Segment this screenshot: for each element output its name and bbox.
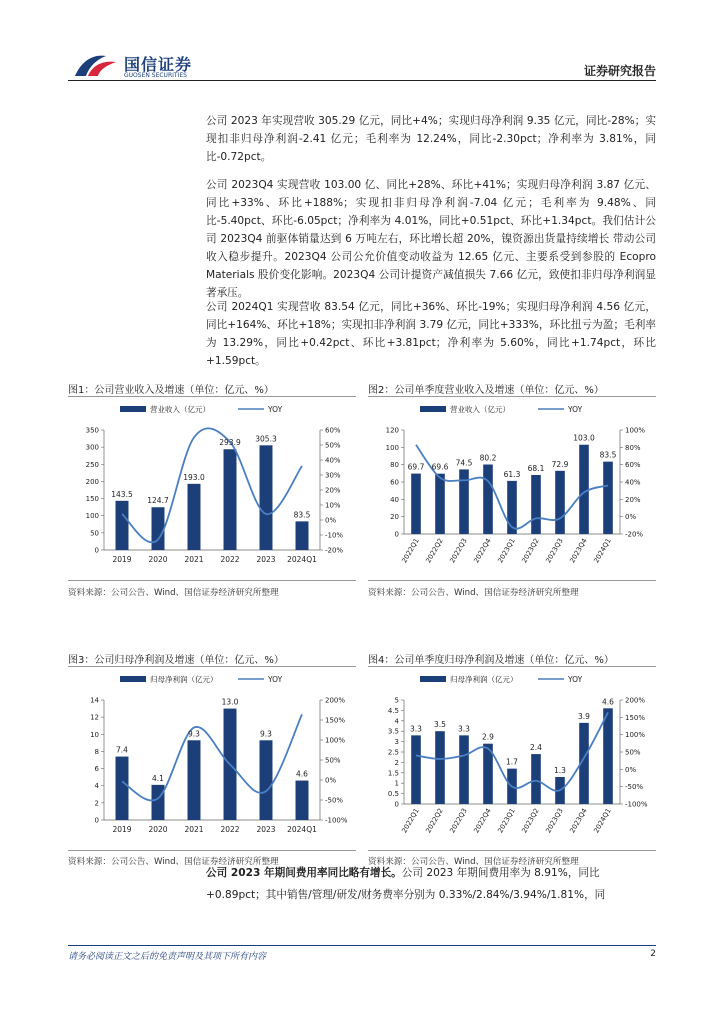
x-tick-label: 2022Q2 — [424, 807, 445, 835]
data-label: 2.4 — [530, 743, 542, 753]
yoy-line — [122, 714, 302, 800]
left-tick-label: 4.5 — [387, 706, 399, 715]
right-tick-label: 40% — [325, 456, 341, 465]
x-tick-label: 2024Q1 — [592, 537, 613, 565]
bar — [531, 754, 541, 804]
chart-annual-revenue — [68, 400, 356, 578]
figure-top-rule — [68, 666, 356, 667]
footer-divider — [68, 945, 656, 946]
legend-line-label: YOY — [268, 405, 283, 414]
right-tick-label: 20% — [625, 495, 641, 504]
bar — [116, 757, 129, 820]
logo-english-name: GUOSEN SECURITIES — [124, 72, 187, 79]
right-tick-label: -20% — [325, 546, 344, 555]
bar — [459, 469, 469, 534]
data-label: 72.9 — [551, 459, 569, 469]
figure-bottom-rule — [368, 580, 656, 581]
paragraph-lead: 公司 2023 年期间费用率同比略有增长。 — [206, 867, 402, 879]
left-tick-label: 14 — [90, 696, 99, 705]
x-tick-label: 2020 — [148, 825, 168, 834]
x-tick-label: 2020 — [148, 555, 168, 564]
x-tick-label: 2022 — [220, 555, 240, 564]
left-tick-label: 0 — [94, 816, 99, 825]
figure-top-rule — [368, 666, 656, 667]
left-tick-label: 0.5 — [387, 790, 399, 799]
figure-title: 图4：公司单季度归母净利润及增速（单位：亿元、%） — [368, 655, 614, 666]
left-tick-label: 4 — [94, 782, 99, 791]
right-tick-label: 200% — [325, 696, 346, 705]
bar — [116, 501, 129, 550]
figure-source: 资料来源：公司公告、Wind、国信证券经济研究所整理 — [68, 857, 279, 867]
left-tick-label: 40 — [390, 495, 399, 504]
data-label: 4.1 — [152, 773, 164, 783]
right-tick-label: 50% — [625, 748, 641, 757]
figure-bottom-rule — [68, 850, 356, 851]
x-tick-label: 2022Q3 — [448, 537, 469, 565]
bar — [531, 475, 541, 534]
legend-line-label: YOY — [568, 675, 583, 684]
x-tick-label: 2022Q3 — [448, 807, 469, 835]
page-number: 2 — [650, 949, 656, 959]
x-tick-label: 2023 — [256, 555, 276, 564]
data-label: 69.6 — [431, 462, 449, 472]
data-label: 69.7 — [407, 462, 425, 472]
right-tick-label: 150% — [625, 713, 646, 722]
data-label: 74.5 — [455, 458, 473, 468]
figure-source: 资料来源：公司公告、Wind、国信证券经济研究所整理 — [368, 857, 579, 867]
left-tick-label: 1.5 — [387, 769, 399, 778]
bar — [555, 471, 565, 534]
data-label: 103.0 — [573, 433, 595, 443]
left-tick-label: 2 — [94, 799, 99, 808]
data-label: 193.0 — [183, 472, 205, 482]
right-tick-label: 10% — [325, 501, 341, 510]
logo-chinese-name: 国信证券 — [124, 55, 193, 74]
right-tick-label: 0% — [625, 765, 637, 774]
bar — [435, 731, 445, 804]
left-tick-label: 50 — [90, 529, 99, 538]
bar — [411, 735, 421, 804]
x-tick-label: 2022Q4 — [472, 807, 493, 835]
right-tick-label: 100% — [625, 731, 646, 740]
right-tick-label: 30% — [325, 471, 341, 480]
left-tick-label: 8 — [94, 747, 99, 756]
x-tick-label: 2022 — [220, 825, 240, 834]
data-label: 3.3 — [410, 724, 422, 734]
data-label: 7.4 — [116, 745, 128, 755]
left-tick-label: 0 — [394, 800, 399, 809]
right-tick-label: 60% — [325, 426, 341, 435]
right-tick-label: -100% — [325, 816, 348, 825]
left-tick-label: 1 — [394, 779, 399, 788]
right-tick-label: -50% — [325, 796, 344, 805]
data-label: 9.3 — [188, 729, 200, 739]
x-tick-label: 2023Q4 — [568, 537, 589, 565]
left-tick-label: 250 — [85, 460, 99, 469]
data-label: 3.3 — [458, 724, 470, 734]
x-tick-label: 2022Q1 — [400, 537, 421, 565]
left-tick-label: 20 — [390, 513, 399, 522]
legend-bar-label: 营业收入（亿元） — [150, 405, 210, 414]
x-tick-label: 2023Q3 — [544, 807, 565, 835]
legend-line-label: YOY — [268, 675, 283, 684]
x-tick-label: 2022Q1 — [400, 807, 421, 835]
left-tick-label: 10 — [90, 730, 99, 739]
footer-disclaimer: 请务必阅读正文之后的免责声明及其项下所有内容 — [68, 952, 267, 962]
data-label: 80.2 — [479, 453, 497, 463]
figure-title: 图2：公司单季度营业收入及增速（单位：亿元、%） — [368, 385, 604, 396]
right-tick-label: -20% — [625, 530, 644, 539]
left-tick-label: 4 — [394, 717, 399, 726]
right-tick-label: 50% — [325, 441, 341, 450]
chart-quarterly-revenue — [368, 400, 656, 578]
right-tick-label: -100% — [625, 800, 648, 809]
bar — [188, 740, 201, 820]
legend-bar-label: 归母净利润（亿元） — [450, 675, 518, 684]
left-tick-label: 2.5 — [387, 748, 399, 757]
x-tick-label: 2022Q2 — [424, 537, 445, 565]
paragraph-expense-ratio — [206, 862, 656, 906]
data-label: 1.3 — [554, 765, 566, 775]
right-tick-label: 20% — [325, 486, 341, 495]
right-tick-label: 0% — [625, 513, 637, 522]
bar — [296, 521, 309, 550]
right-tick-label: 200% — [625, 696, 646, 705]
chart-annual-net-profit — [68, 670, 356, 848]
header-divider — [68, 80, 656, 81]
legend-bar-label: 归母净利润（亿元） — [150, 675, 218, 684]
figure-top-rule — [368, 396, 656, 397]
left-tick-label: 3 — [394, 738, 399, 747]
x-tick-label: 2021 — [184, 825, 204, 834]
right-tick-label: 100% — [325, 736, 346, 745]
data-label: 124.7 — [147, 496, 169, 506]
left-tick-label: 150 — [85, 495, 99, 504]
left-tick-label: 350 — [85, 426, 99, 435]
legend-bar-swatch — [420, 406, 446, 412]
data-label: 68.1 — [527, 463, 545, 473]
x-tick-label: 2023Q1 — [496, 807, 517, 835]
right-tick-label: 60% — [625, 461, 641, 470]
data-label: 3.5 — [434, 720, 446, 730]
left-tick-label: 100 — [85, 512, 99, 521]
figure-title: 图3：公司归母净利润及增速（单位：亿元、%） — [68, 655, 284, 666]
bar — [411, 474, 421, 534]
paragraph-annual-results: 公司 2023 年实现营收 305.29 亿元，同比+4%；实现归母净利润 9.35 亿元，同比-28%；实现扣非归母净利润-2.41 亿元；毛利率为 12.24%，同比-2.30pct；净利率为 3.81%，同比-0.72pct。 — [206, 115, 656, 163]
right-tick-label: 150% — [325, 716, 346, 725]
data-label: 305.3 — [255, 434, 277, 444]
bar — [603, 708, 613, 804]
figure-bottom-rule — [68, 580, 356, 581]
x-tick-label: 2019 — [112, 555, 132, 564]
data-label: 4.6 — [296, 769, 308, 779]
right-tick-label: 40% — [625, 478, 641, 487]
right-tick-label: -10% — [325, 531, 344, 540]
data-label: 13.0 — [221, 697, 239, 707]
paragraph-text: 公司 2023 年期间费用率为 8.91%，同比+0.89pct；其中销售/管理/研发/财务费率分别为 0.33%/2.84%/3.94%/1.81%，同 — [206, 867, 606, 901]
report-type: 证券研究报告 — [583, 64, 656, 78]
left-tick-label: 80 — [390, 461, 399, 470]
bar — [260, 740, 273, 820]
left-tick-label: 12 — [90, 713, 99, 722]
x-tick-label: 2023Q1 — [496, 537, 517, 565]
yoy-line — [122, 428, 302, 542]
legend-bar-swatch — [120, 406, 146, 412]
bar — [188, 484, 201, 550]
guosen-logo-icon — [70, 50, 120, 80]
right-tick-label: 80% — [625, 443, 641, 452]
data-label: 2.9 — [482, 732, 494, 742]
x-tick-label: 2021 — [184, 555, 204, 564]
x-tick-label: 2023Q3 — [544, 537, 565, 565]
left-tick-label: 5 — [394, 696, 399, 705]
bar — [152, 785, 165, 820]
left-tick-label: 0 — [394, 530, 399, 539]
x-tick-label: 2024Q1 — [287, 555, 317, 564]
right-tick-label: 100% — [625, 426, 646, 435]
figure-bottom-rule — [368, 850, 656, 851]
data-label: 61.3 — [503, 469, 521, 479]
data-label: 83.5 — [599, 450, 617, 460]
right-tick-label: 50% — [325, 756, 341, 765]
data-label: 4.6 — [602, 697, 614, 707]
bar — [296, 781, 309, 820]
bar — [260, 445, 273, 550]
x-tick-label: 2019 — [112, 825, 132, 834]
left-tick-label: 3.5 — [387, 727, 399, 736]
x-tick-label: 2023 — [256, 825, 276, 834]
bar — [152, 507, 165, 550]
paragraph-q4-results: 公司 2023Q4 实现营收 103.00 亿、同比+28%、环比+41%；实现归母净利润 3.87 亿元、同比+33%、环比+188%；实现扣非归母净利润-7.04 亿元；毛利率为 9.48%、同比-5.40pct、环比-6.05pct；净利率为 4.01%，同比+0.51pct、环比+1.34pct。我们估计公司 2023Q4 前驱体销量达到 6 万吨左右，环比增长超 20%，镍资源出货量持续增长 带动公司收入稳步提升。2023Q4 公司公允价值变动收益为 12.65 亿元、主要系受到参股的 Ecopro Materials 股价变化影响。2023Q4 公司计提资产减值损失 7.66 亿元，致使扣非归母净利润显著承压。 — [206, 179, 656, 299]
bar — [603, 462, 613, 534]
bar — [224, 449, 237, 550]
data-label: 3.9 — [578, 711, 590, 721]
legend-bar-label: 营业收入（亿元） — [450, 405, 510, 414]
left-tick-label: 120 — [385, 426, 399, 435]
left-tick-label: 0 — [94, 546, 99, 555]
chart-quarterly-net-profit — [368, 670, 656, 848]
data-label: 143.5 — [111, 489, 133, 499]
figure-title: 图1：公司营业收入及增速（单位：亿元、%） — [68, 385, 274, 396]
left-tick-label: 2 — [394, 758, 399, 767]
left-tick-label: 100 — [385, 443, 399, 452]
figure-source: 资料来源：公司公告、Wind、国信证券经济研究所整理 — [68, 588, 279, 598]
bar — [483, 464, 493, 534]
figure-top-rule — [68, 396, 356, 397]
right-tick-label: 0% — [325, 516, 337, 525]
bar — [579, 445, 589, 534]
left-tick-label: 200 — [85, 477, 99, 486]
paragraph-q1-results: 公司 2024Q1 实现营收 83.54 亿元，同比+36%、环比-19%；实现归母净利润 4.56 亿元，同比+164%、环比+18%；实现扣非净利润 3.79 亿元，同比+333%，环比扭亏为盈；毛利率为 13.29%，同比+0.42pct、环比+3.81pct；净利率为 5.60%，同比+1.74pct，环比+1.59pct。 — [206, 301, 656, 367]
data-label: 293.9 — [219, 438, 241, 448]
left-tick-label: 60 — [390, 478, 399, 487]
bar — [435, 474, 445, 534]
page-header — [0, 0, 724, 82]
bar — [459, 735, 469, 804]
data-label: 9.3 — [260, 729, 272, 739]
x-tick-label: 2024Q1 — [592, 807, 613, 835]
legend-line-label: YOY — [568, 405, 583, 414]
left-tick-label: 6 — [94, 765, 99, 774]
x-tick-label: 2022Q4 — [472, 537, 493, 565]
figure-source: 资料来源：公司公告、Wind、国信证券经济研究所整理 — [368, 588, 579, 598]
x-tick-label: 2023Q2 — [520, 807, 541, 835]
legend-bar-swatch — [420, 676, 446, 682]
legend-bar-swatch — [120, 676, 146, 682]
x-tick-label: 2023Q4 — [568, 807, 589, 835]
data-label: 1.7 — [506, 757, 518, 767]
right-tick-label: 0% — [325, 776, 337, 785]
data-label: 83.5 — [293, 510, 311, 520]
left-tick-label: 300 — [85, 443, 99, 452]
x-tick-label: 2023Q2 — [520, 537, 541, 565]
x-tick-label: 2024Q1 — [287, 825, 317, 834]
right-tick-label: -50% — [625, 783, 644, 792]
